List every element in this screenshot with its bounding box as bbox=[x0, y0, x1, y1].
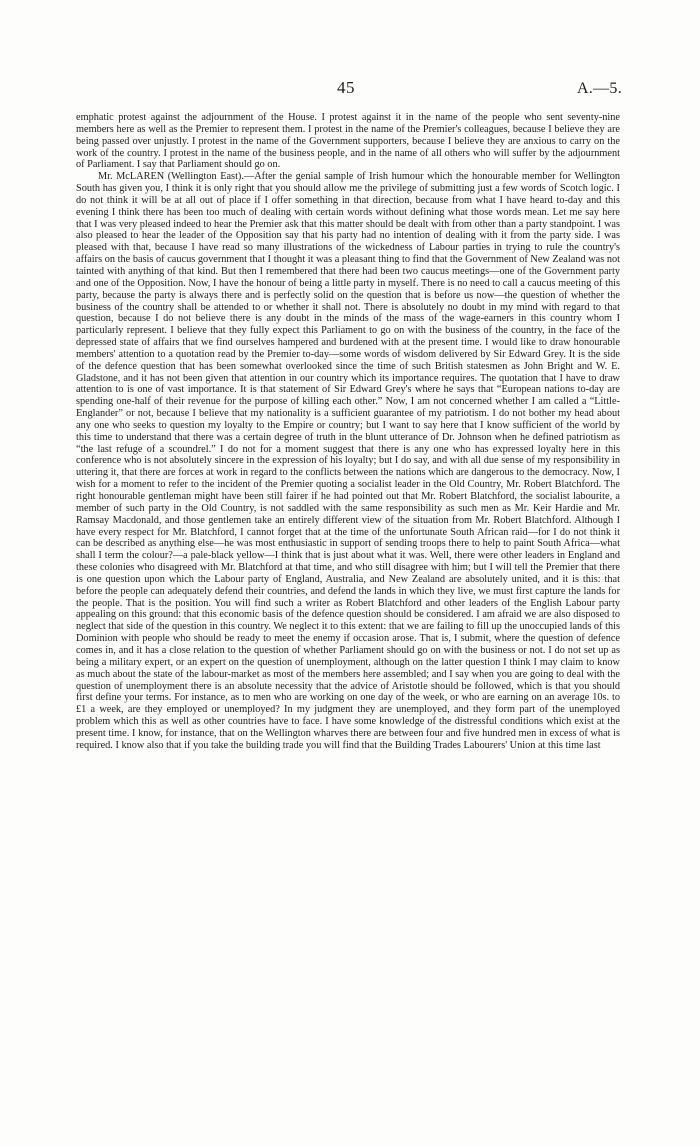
body-text bbox=[76, 112, 620, 752]
paragraph-mclaren-speech: Mr. McLAREN (Wellington East).—After the genial sample of Irish humour which the honourable member for Wellington South has given you, I think it is only right that you should allow me the privilege of submitting just a few words of Scotch logic. I do not think it will be at all out of place if I offer something in that direction, because from what I have heard to-day and this evening I think there has been too much of dealing with certain words without defining what those words mean. Let me say here that I was very pleased indeed to hear the Premier ask that this matter should be dealt with from other than a party standpoint. I was also pleased to hear the leader of the Opposition say that his party had no intention of dealing with it from the party side. I was pleased with that, because I have read so many illustrations of the wickedness of Labour parties in trying to rule the country's affairs on the basis of caucus government that I thought it was a pleasant thing to find that the Government of New Zealand was not tainted with anything of that kind. But then I remembered that there had been two caucus meetings—one of the Government party and one of the Opposition. Now, I have the honour of being a little party in myself. There is no need to call a caucus meeting of this party, because the party is always there and is perfectly solid on the question that is before us now—the question of whether the business of the country shall be attended to or whether it shall not. There is absolutely no doubt in my mind with regard to that question, because I do not believe there is any doubt in the minds of the mass of the wage-earners in this country whom I particularly represent. I believe that they fully expect this Parliament to go on with the business of the country, in the face of the depressed state of affairs that we find ourselves hampered and burdened with at the present time. I would like to draw honourable members' attention to a quotation read by the Premier to-day—some words of wisdom delivered by Sir Edward Grey. It is the side of the defence question that has been somewhat overlooked since the time of such British statesmen as John Bright and W. E. Gladstone, and it has not been given that attention in our country which its importance requires. The quotation that I have to draw attention to is one of vast importance. It is that statement of Sir Edward Grey's where he says that “European nations to-day are spending one-half of their revenue for the purpose of killing each other.” Now, I am not concerned whether I am called a “Little-Englander” or not, because I believe that my nationality is a sufficient guarantee of my patriotism. I do not bother my head about any one who seeks to question my loyalty to the Empire or country; but I want to say here that I know sufficient of the world by this time to understand that there was a certain degree of truth in the blunt utterance of Dr. Johnson when he defined patriotism as “the last refuge of a scoundrel.” I do not for a moment suggest that there is any one who has expressed loyalty here in this conference who is not absolutely sincere in the expression of his loyalty; but I do say, and with all due sense of my responsibility in uttering it, that there are forces at work in regard to the conflicts between the nations which are dangerous to the democracy. Now, I wish for a moment to refer to the incident of the Premier quoting a socialist leader in the Old Country, Mr. Robert Blatchford. The right honourable gentleman might have been still fairer if he had pointed out that Mr. Robert Blatchford, the socialist labourite, a member of such party in the Old Country, is not saddled with the same responsibility as such men as Mr. Keir Hardie and Mr. Ramsay Macdonald, and those gentlemen take an entirely different view of the situation from Mr. Robert Blatchford. Although I have every respect for Mr. Blatchford, I cannot forget that at the time of the unfortunate South African raid—for I do not think it can be described as anything else—he was most enthusiastic in support of sending troops there to help to paint South Africa—what shall I term the colour?—a pale-black yellow—I think that is just about what it was. Well, there were other leaders in England and these colonies who disagreed with Mr. Blatchford at that time, and who still disagree with him; but I will tell the Premier that there is one question upon which the Labour party of England, Australia, and New Zealand are absolutely united, and it is this: that before the people can adequately defend their countries, and defend the lands in which they live, we must first capture the lands for the people. That is the position. You will find such a writer as Robert Blatchford and other leaders of the English Labour party appealing on this ground: that this economic basis of the defence question should be considered. I am afraid we are also disposed to neglect that side of the question in this country. We neglect it to this extent: that we are failing to fill up the unoccupied lands of this Dominion with people who should be ready to meet the enemy if occasion arose. That is, I submit, where the question of defence comes in, and it has a close relation to the question of whether Parliament should go on with the business or not. I do not set up as being a military expert, or an expert on the question of unemployment, although on the latter question I think I may claim to know as much about the state of the labour-market as most of the members here assembled; and I say when you are going to deal with the question of unemployment there is an absolute necessity that the advice of Aristotle should be followed, which is that you should first define your terms. For instance, as to men who are working on one day of the week, or who are earning on an average 10s. to £1 a week, are they employed or unemployed? In my judgment they are unemployed, and they form part of the unemployed problem which this as well as other countries have to face. I have some knowledge of the distressful conditions which exist at the present time. I know, for instance, that on the Wellington wharves there are between four and five hundred men in excess of what is required. I know also that if you take the building trade you will find that the Building Trades Labourers' Union at this time last bbox=[76, 171, 620, 751]
page-header bbox=[0, 78, 700, 106]
page-number: 45 bbox=[337, 78, 355, 97]
paragraph-continued-speech: emphatic protest against the adjournment of the House. I protest against it in the name of the people who sent seventy-nine members here as well as the Premier to represent them. I protest in the name of the Premier's colleagues, because I believe they are being passed over unjustly. I protest in the name of the Government supporters, because I believe they are anxious to carry on the work of the country. I protest in the name of the business people, and in the name of all others who will suffer by the adjournment of Parliament. I say that Parliament should go on. bbox=[76, 112, 620, 171]
paper-reference: A.—5. bbox=[576, 80, 622, 97]
